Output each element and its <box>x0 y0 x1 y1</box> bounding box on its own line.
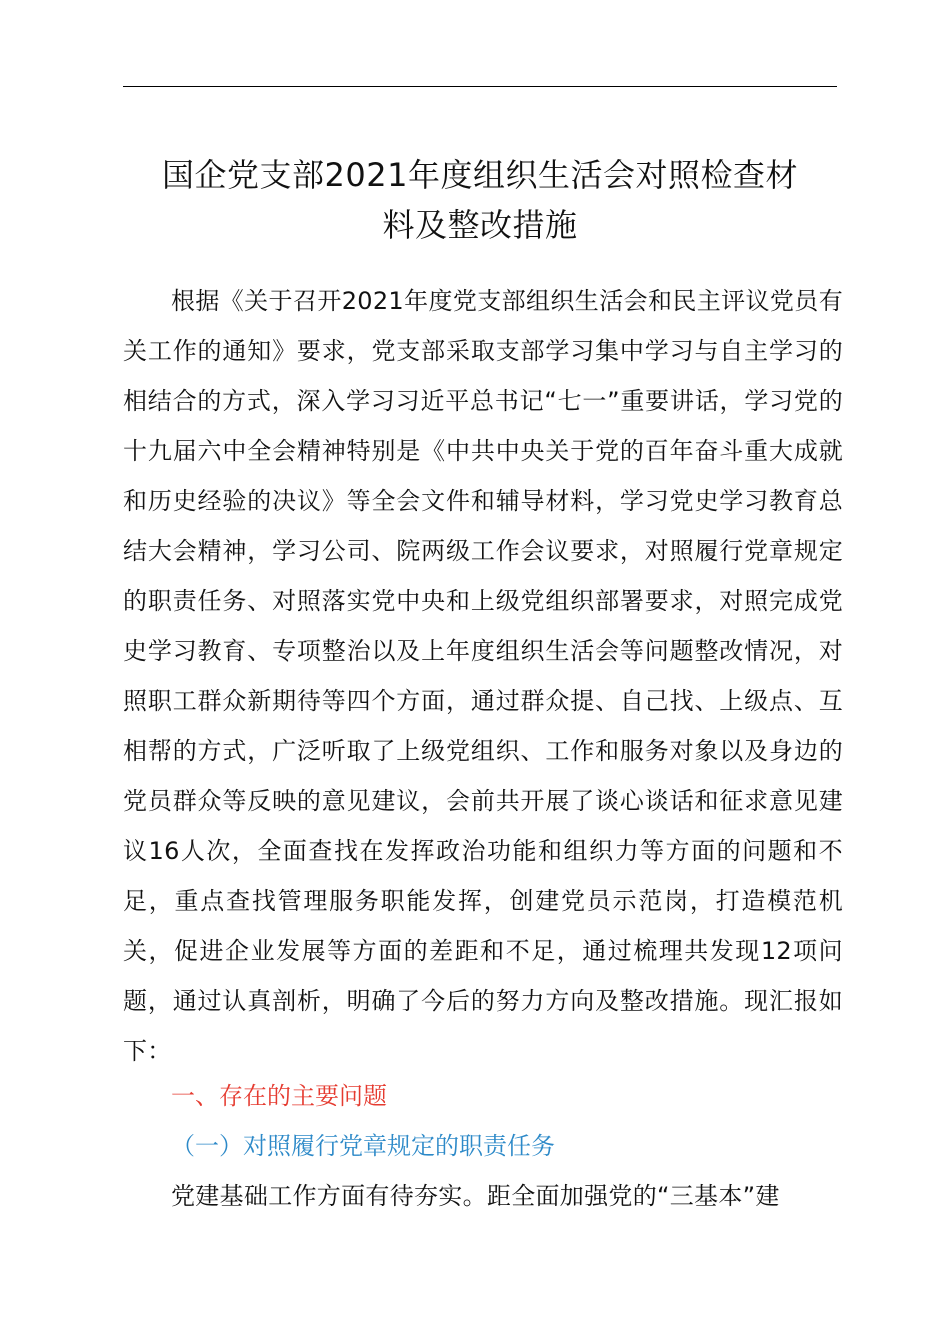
header-rule <box>123 86 837 87</box>
document-title <box>100 150 860 250</box>
continuation-paragraph: 党建基础工作方面有待夯实。距全面加强党的“三基本”建 <box>171 1182 780 1210</box>
subsection-heading: （一）对照履行党章规定的职责任务 <box>171 1132 555 1160</box>
section-heading: 一、存在的主要问题 <box>171 1082 387 1110</box>
title-line-1: 国企党支部2021年度组织生活会对照检查材 <box>162 156 798 194</box>
intro-paragraph: 根据《关于召开2021年度党支部组织生活会和民主评议党员有关工作的通知》要求，党支部采取支部学习集中学习与自主学习的相结合的方式，深入学习习近平总书记“七一”重要讲话，学习党的十九届六中全会精神特别是《中共中央关于党的百年奋斗重大成就和历史经验的决议》等全会文件和辅导材料，学习党史学习教育总结大会精神，学习公司、院两级工作会议要求，对照履行党章规定的职责任务、对照落实党中央和上级党组织部署要求，对照完成党史学习教育、专项整治以及上年度组织生活会等问题整改情况，对照职工群众新期待等四个方面，通过群众提、自己找、上级点、互相帮的方式，广泛听取了上级党组织、工作和服务对象以及身边的党员群众等反映的意见建议，会前共开展了谈心谈话和征求意见建议16人次，全面查找在发挥政治功能和组织力等方面的问题和不足，重点查找管理服务职能发挥，创建党员示范岗，打造模范机关，促进企业发展等方面的差距和不足，通过梳理共发现12项问题，通过认真剖析，明确了今后的努力方向及整改措施。现汇报如下： <box>123 287 843 1065</box>
title-line-2: 料及整改措施 <box>382 206 578 244</box>
